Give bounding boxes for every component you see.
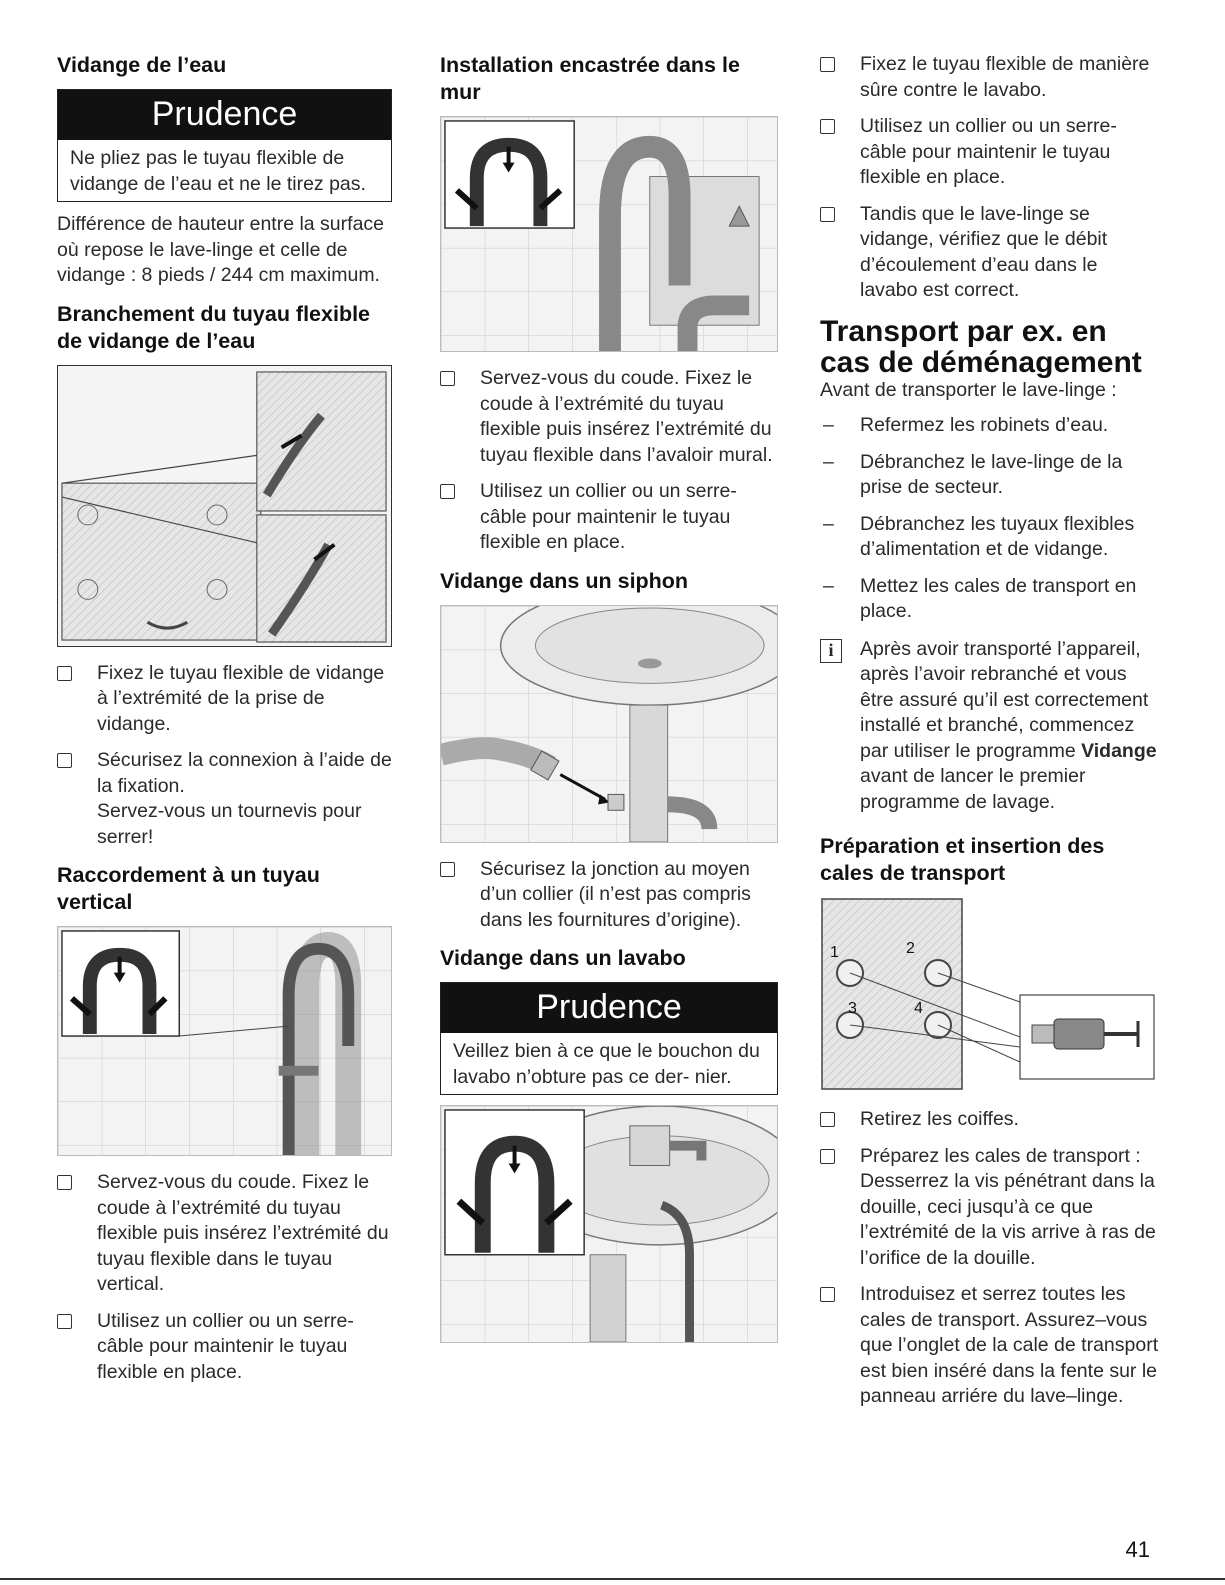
caution-box-2 xyxy=(440,982,778,1095)
dash-icon: – xyxy=(823,414,834,436)
heading-transport: Transport par ex. en cas de déménagement xyxy=(820,314,1142,379)
checkbox-icon xyxy=(440,484,455,499)
list-item: – Refermez les robinets d’eau. xyxy=(820,413,1160,439)
list-item: – Débranchez les tuyaux flexibles d’alimentation et de vidange. xyxy=(823,512,1135,560)
checkbox-icon xyxy=(57,666,72,681)
heading-lavabo: Vidange dans un lavabo xyxy=(440,946,686,970)
dash-icon: – xyxy=(823,512,834,535)
bottom-rule xyxy=(0,1578,1225,1580)
bolt-label-1: 1 xyxy=(830,944,839,961)
caution-text-2: Veillez bien à ce que le bouchon du lavabo n’obture pas ce der- nier. xyxy=(453,1040,760,1088)
list-lavabo xyxy=(820,52,1160,304)
caution-title-2: Prudence xyxy=(441,983,777,1033)
figure-wall-drain xyxy=(440,116,778,352)
figure-drain-connection xyxy=(57,365,392,647)
checkbox-icon xyxy=(440,371,455,386)
info-note: i Après avoir transporté l’appareil, après l’avoir rebranché et vous être assuré qu’il est correctement installé et branché, commencez par utiliser le programme Vidange avant de lancer le premier programme de lavage. xyxy=(820,637,1160,816)
bolt-label-3: 3 xyxy=(848,1000,857,1017)
heading-branchement: Branchement du tuyau flexible de vidange de l’eau xyxy=(57,301,371,353)
height-difference-text: Différence de hauteur entre la surface où repose le lave-linge et celle de vidange : 8 pieds / 244 cm maximum. xyxy=(57,213,385,286)
list-item: Sécurisez la connexion à l’aide de la fixation. Servez-vous un tournevis pour serrer! xyxy=(57,748,392,850)
heading-installation: Installation encastrée dans le mur xyxy=(440,53,740,104)
figure-lavabo xyxy=(440,1105,778,1343)
list-item: Retirez les coiffes. xyxy=(820,1107,1160,1133)
dash-icon: – xyxy=(823,574,834,597)
figure-siphon xyxy=(440,605,778,843)
checkbox-icon xyxy=(820,119,835,134)
heading-raccordement: Raccordement à un tuyau vertical xyxy=(57,863,320,914)
page-number: 41 xyxy=(1125,1537,1150,1562)
list-siphon xyxy=(440,857,778,934)
checkbox-icon xyxy=(57,1314,72,1329)
list-item: – Mettez les cales de transport en place. xyxy=(823,574,1137,622)
caution-title-1: Prudence xyxy=(58,90,391,140)
list-item: – Débranchez le lave-linge de la prise de secteur. xyxy=(823,450,1123,498)
info-icon: i xyxy=(820,639,842,663)
checkbox-icon xyxy=(820,1287,835,1302)
list-item: Fixez le tuyau flexible de manière sûre contre le lavabo. xyxy=(820,52,1160,103)
list-item: Utilisez un collier ou un serre-câble pour maintenir le tuyau flexible en place. xyxy=(57,1309,392,1386)
caution-text-1: Ne pliez pas le tuyau flexible de vidange de l’eau et ne le tirez pas. xyxy=(70,147,366,195)
checkbox-icon xyxy=(440,862,455,877)
heading-siphon: Vidange dans un siphon xyxy=(440,568,689,593)
checkbox-icon xyxy=(820,57,835,72)
heading-vidange: Vidange de l’eau xyxy=(57,53,227,77)
list-item: Tandis que le lave-linge se vidange, vérifiez que le débit d’écoulement d’eau dans le lavabo est correct. xyxy=(820,202,1160,304)
program-name-vidange: Vidange xyxy=(1081,739,1157,762)
checkbox-icon xyxy=(820,207,835,222)
list-installation xyxy=(440,366,778,556)
column-1 xyxy=(57,52,392,1397)
list-item: Servez-vous du coude. Fixez le coude à l’extrémité du tuyau flexible puis insérez l’extrémité du tuyau flexible dans le tuyau vertical. xyxy=(57,1170,392,1298)
column-3 xyxy=(820,52,1160,1422)
list-transport xyxy=(820,413,1160,625)
list-item: Utilisez un collier ou un serre-câble pour maintenir le tuyau flexible en place. xyxy=(440,479,778,556)
list-item: Servez-vous du coude. Fixez le coude à l’extrémité du tuyau flexible puis insérez l’extrémité du tuyau flexible dans l’avaloir mural. xyxy=(440,366,778,468)
list-raccordement xyxy=(57,1170,392,1385)
checkbox-icon xyxy=(820,1112,835,1127)
column-2 xyxy=(440,52,778,1357)
figure-transport-bolts xyxy=(820,897,1160,1093)
caution-box-1 xyxy=(57,89,392,202)
checkbox-icon xyxy=(57,753,72,768)
bolt-label-4: 4 xyxy=(914,1000,923,1017)
checkbox-icon xyxy=(820,1149,835,1164)
list-item: Utilisez un collier ou un serre-câble pour maintenir le tuyau flexible en place. xyxy=(820,114,1160,191)
list-cales xyxy=(820,1107,1160,1410)
list-item: Sécurisez la jonction au moyen d’un collier (il n’est pas compris dans les fournitures d’origine). xyxy=(440,857,778,934)
checkbox-icon xyxy=(57,1175,72,1190)
bolt-label-2: 2 xyxy=(906,940,915,957)
list-item: Introduisez et serrez toutes les cales de transport. Assurez–vous que l’onglet de la cale de transport est bien inséré dans la fente sur le panneau arriére du lave–linge. xyxy=(820,1282,1160,1410)
list-branchement xyxy=(57,661,392,851)
transport-intro: Avant de transporter le lave-linge : xyxy=(820,378,1117,401)
list-item: Préparez les cales de transport : Desserrez la vis pénétrant dans la douille, ceci jusqu’à ce que l’extrémité de la vis arrive à ras de l’orifice de la douille. xyxy=(820,1144,1160,1272)
heading-preparation: Préparation et insertion des cales de transport xyxy=(820,834,1105,885)
figure-vertical-pipe xyxy=(57,926,392,1156)
dash-icon: – xyxy=(823,450,834,473)
list-item: Fixez le tuyau flexible de vidange à l’extrémité de la prise de vidange. xyxy=(57,661,392,738)
